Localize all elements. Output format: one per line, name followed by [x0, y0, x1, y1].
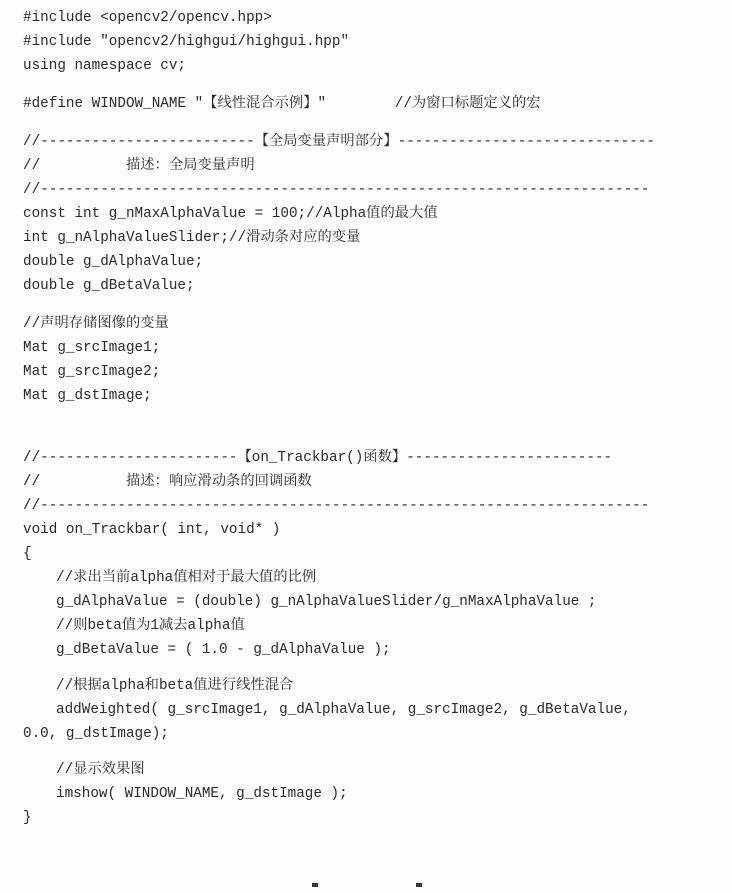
- code-line: //声明存储图像的变量: [23, 316, 169, 332]
- code-line: //求出当前alpha值相对于最大值的比例: [56, 570, 317, 586]
- code-line: 0.0, g_dstImage);: [23, 726, 169, 742]
- code-line: g_dAlphaValue = (double) g_nAlphaValueSlider/g_nMaxAlphaValue ;: [56, 594, 597, 610]
- code-line: void on_Trackbar( int, void* ): [23, 522, 281, 538]
- code-line: //-----------------------------------------------------------------------: [23, 182, 650, 198]
- code-line: Mat g_dstImage;: [23, 388, 152, 404]
- code-line: using namespace cv;: [23, 58, 187, 74]
- code-line: const int g_nMaxAlphaValue = 100;//Alpha值的最大值: [23, 206, 438, 222]
- code-line: //则beta值为1减去alpha值: [56, 618, 245, 634]
- code-line: Mat g_srcImage1;: [23, 340, 161, 356]
- code-line: int g_nAlphaValueSlider;//滑动条对应的变量: [23, 230, 361, 246]
- code-line: #include <opencv2/opencv.hpp>: [23, 10, 272, 26]
- cropped-text-fragment: [300, 883, 440, 893]
- code-line: {: [23, 546, 32, 562]
- code-line: #include "opencv2/highgui/highgui.hpp": [23, 34, 350, 50]
- code-listing: [23, 6, 723, 830]
- code-line: //-----------------------【on_Trackbar()函数】------------------------: [23, 450, 613, 466]
- code-line: //根据alpha和beta值进行线性混合: [56, 678, 294, 694]
- code-line: }: [23, 810, 32, 826]
- code-line: // 描述：全局变量声明: [23, 158, 255, 174]
- code-line: g_dBetaValue = ( 1.0 - g_dAlphaValue );: [56, 642, 391, 658]
- code-line: //显示效果图: [56, 762, 145, 778]
- code-line: double g_dAlphaValue;: [23, 254, 204, 270]
- code-line: // 描述：响应滑动条的回调函数: [23, 474, 312, 490]
- code-line: Mat g_srcImage2;: [23, 364, 161, 380]
- code-line: double g_dBetaValue;: [23, 278, 195, 294]
- code-line: addWeighted( g_srcImage1, g_dAlphaValue, g_srcImage2, g_dBetaValue,: [56, 702, 631, 718]
- code-line: //-----------------------------------------------------------------------: [23, 498, 650, 514]
- code-line: #define WINDOW_NAME "【线性混合示例】" //为窗口标题定义的宏: [23, 96, 541, 112]
- code-line: imshow( WINDOW_NAME, g_dstImage );: [56, 786, 348, 802]
- code-line: //-------------------------【全局变量声明部分】------------------------------: [23, 134, 656, 150]
